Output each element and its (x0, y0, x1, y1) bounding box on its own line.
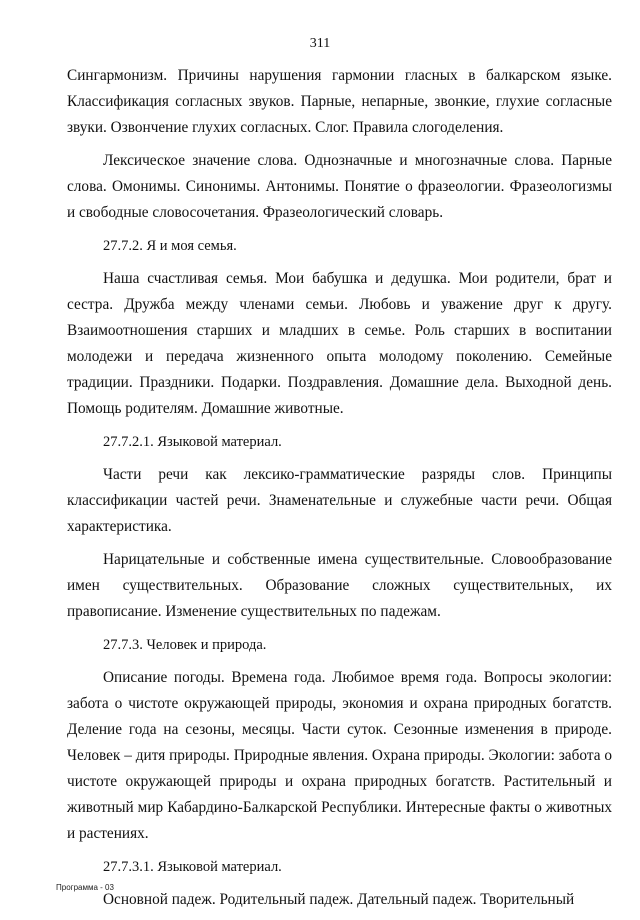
page-number: 311 (309, 36, 331, 51)
section-heading-family: 27.7.2. Я и моя семья. (103, 238, 237, 254)
paragraph-phonetics: Сингармонизм. Причины нарушения гармонии гласных в балкарском языке. Классификация согласных звуков. Парные, непарные, звонкие, глухие согласные звуки. Озвончение глухих согласных. Слог. Правила слогоделения. (67, 67, 612, 136)
footer-label: Программа - 03 (56, 883, 114, 892)
section-heading-language-material-2: 27.7.3.1. Языковой материал. (103, 859, 282, 875)
paragraph-nouns: Нарицательные и собственные имена существительные. Словообразование имен существительных. Образование сложных существительных, их правописание. Изменение существительных по падежам. (67, 551, 612, 620)
paragraph-family: Наша счастливая семья. Мои бабушка и дедушка. Мои родители, брат и сестра. Дружба между членами семьи. Любовь и уважение друг к другу. Взаимоотношения старших и младших в семье. Роль старших в воспитании молодежи и передача жизненного опыта молодому поколению. Семейные традиции. Праздники. Подарки. Поздравления. Домашние дела. Выходной день. Помощь родителям. Домашние животные. (67, 270, 612, 417)
paragraph-lexicology: Лексическое значение слова. Однозначные и многозначные слова. Парные слова. Омонимы. Синонимы. Антонимы. Понятие о фразеологии. Фразеологизмы и свободные словосочетания. Фразеологический словарь. (67, 152, 612, 221)
paragraph-parts-of-speech: Части речи как лексико-грамматические разряды слов. Принципы классификации частей речи. Знаменательные и служебные части речи. Общая характеристика. (67, 466, 612, 535)
section-heading-nature: 27.7.3. Человек и природа. (103, 637, 267, 653)
page-body (67, 63, 612, 920)
section-heading-language-material-1: 27.7.2.1. Языковой материал. (103, 434, 282, 450)
paragraph-nature: Описание погоды. Времена года. Любимое время года. Вопросы экологии: забота о чистоте окружающей природы, экономия и охрана природных богатств. Деление года на сезоны, месяцы. Части суток. Сезонные изменения в природе. Человек – дитя природы. Природные явления. Охрана природы. Экологии: забота о чистоте окружающей природы и охрана природных богатств. Растительный и животный мир Кабардино-Балкарской Республики. Интересные факты о животных и растениях. (67, 669, 612, 842)
paragraph-cases: Основной падеж. Родительный падеж. Дательный падеж. Творительный (103, 891, 575, 908)
